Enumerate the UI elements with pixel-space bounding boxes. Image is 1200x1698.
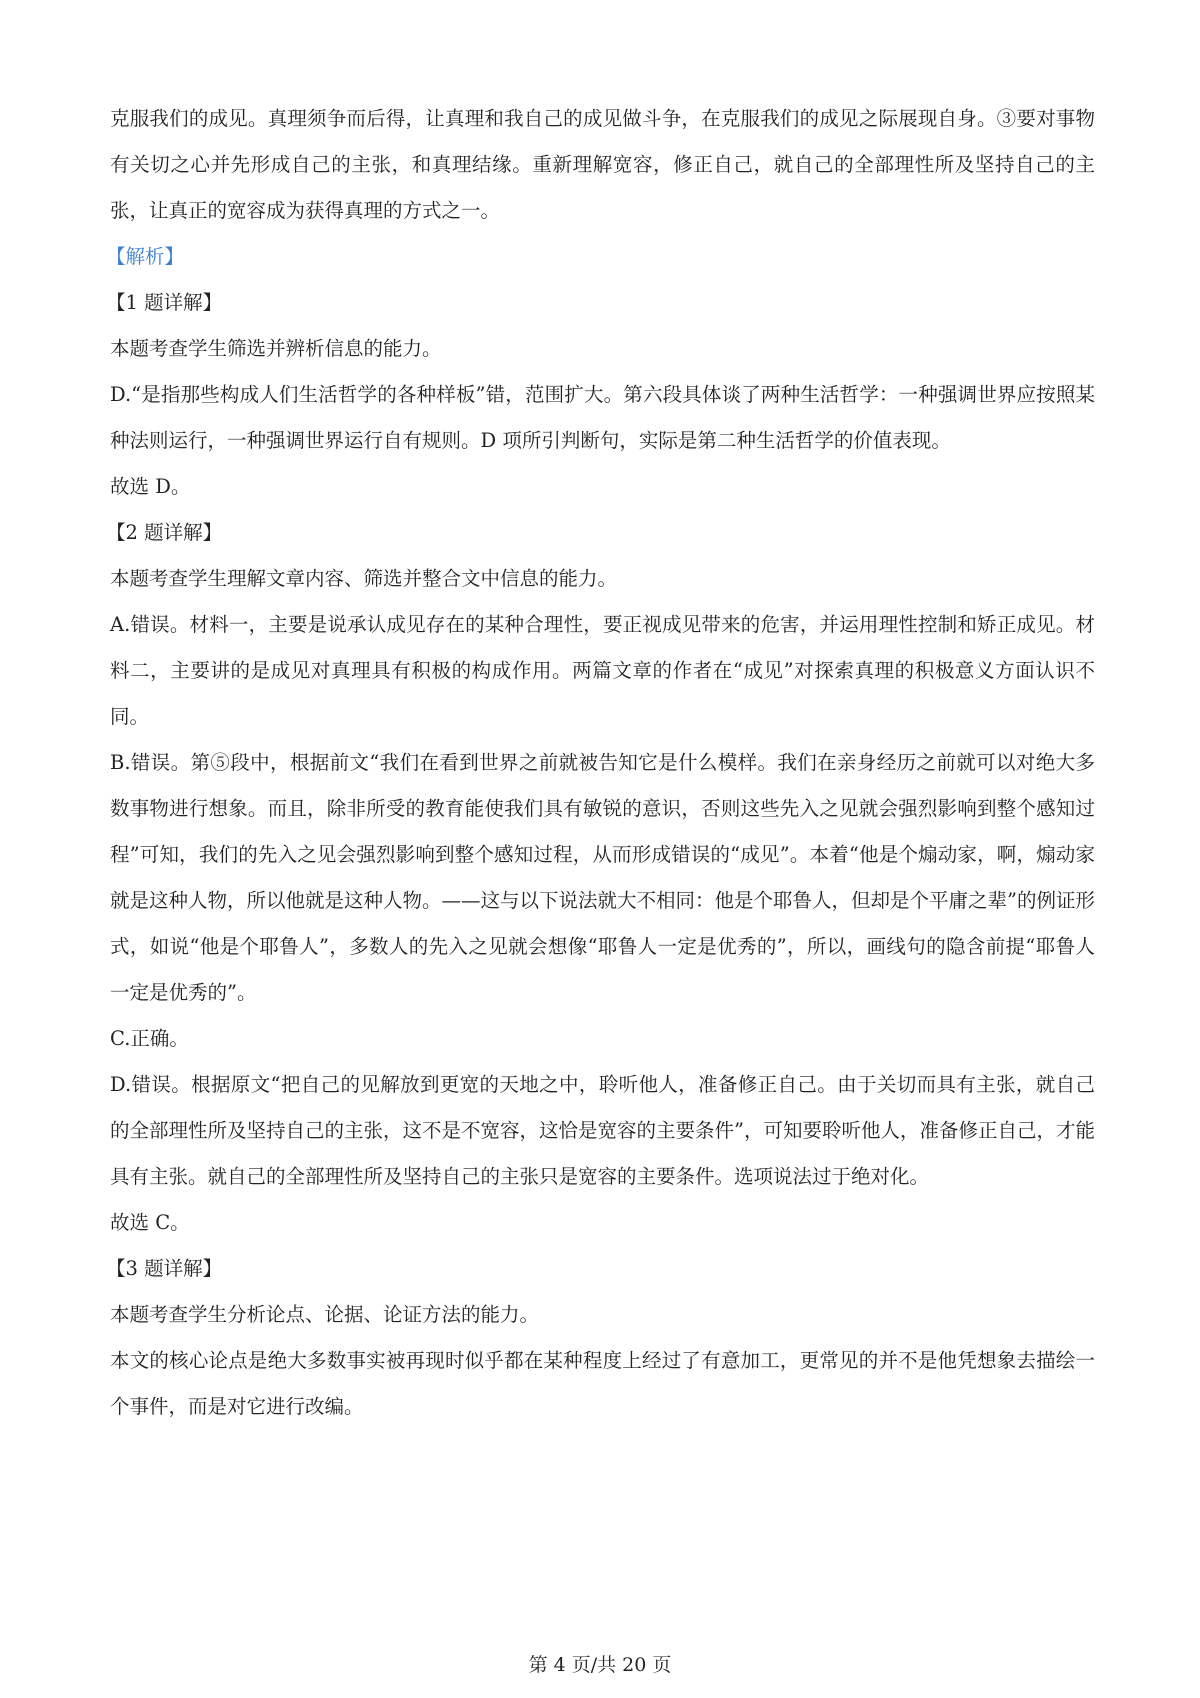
paragraph-continuation: 克服我们的成见。真理须争而后得，让真理和我自己的成见做斗争，在克服我们的成见之际展现自身。③要对事物有关切之心并先形成自己的主张，和真理结缘。重新理解宽容，修正自己，就自己的全部理性所及坚持自己的主张，让真正的宽容成为获得真理的方式之一。	[110, 107, 1095, 222]
q2-option-c: C.正确。	[110, 1027, 189, 1050]
q3-body: 本文的核心论点是绝大多数事实被再现时似乎都在某种程度上经过了有意加工，更常见的并不是他凭想象去描绘一个事件，而是对它进行改编。	[110, 1349, 1095, 1418]
q2-option-d: D.错误。根据原文“把自己的见解放到更宽的天地之中，聆听他人，准备修正自己。由于关切而具有主张，就自己的全部理性所及坚持自己的主张，这不是不宽容，这恰是宽容的主要条件”，可知要聆听他人，准备修正自己，才能具有主张。就自己的全部理性所及坚持自己的主张只是宽容的主要条件。选项说法过于绝对化。	[110, 1073, 1095, 1188]
q1-option-d: D.“是指那些构成人们生活哲学的各种样板”错，范围扩大。第六段具体谈了两种生活哲学：一种强调世界应按照某种法则运行，一种强调世界运行自有规则。D 项所引判断句，实际是第二种生活哲学的价值表现。	[110, 383, 1095, 452]
q3-intro: 本题考查学生分析论点、论据、论证方法的能力。	[110, 1303, 540, 1326]
q1-answer: 故选 D。	[110, 475, 191, 498]
q2-title: 【2 题详解】	[106, 521, 223, 544]
document-body	[106, 96, 1095, 1430]
q2-option-b: B.错误。第⑤段中，根据前文“我们在看到世界之前就被告知它是什么模样。我们在亲身经历之前就可以对绝大多数事物进行想象。而且，除非所受的教育能使我们具有敏锐的意识，否则这些先入之见就会强烈影响到整个感知过程”可知，我们的先入之见会强烈影响到整个感知过程，从而形成错误的“成见”。本着“他是个煽动家，啊，煽动家就是这种人物，所以他就是这种人物。——这与以下说法就大不相同：他是个耶鲁人，但却是个平庸之辈”的例证形式，如说“他是个耶鲁人”，多数人的先入之见就会想像“耶鲁人一定是优秀的”，所以，画线句的隐含前提“耶鲁人一定是优秀的”。	[110, 751, 1095, 1004]
q2-option-a: A.错误。材料一，主要是说承认成见存在的某种合理性，要正视成见带来的危害，并运用理性控制和矫正成见。材料二，主要讲的是成见对真理具有积极的构成作用。两篇文章的作者在“成见”对探索真理的积极意义方面认识不同。	[110, 613, 1095, 728]
q2-answer: 故选 C。	[110, 1211, 190, 1234]
q1-title: 【1 题详解】	[106, 291, 223, 314]
analysis-label: 【解析】	[106, 245, 185, 268]
q1-intro: 本题考查学生筛选并辨析信息的能力。	[110, 337, 442, 360]
q3-title: 【3 题详解】	[106, 1257, 223, 1280]
q2-intro: 本题考查学生理解文章内容、筛选并整合文中信息的能力。	[110, 567, 618, 590]
page-number: 第 4 页/共 20 页	[528, 1654, 672, 1676]
